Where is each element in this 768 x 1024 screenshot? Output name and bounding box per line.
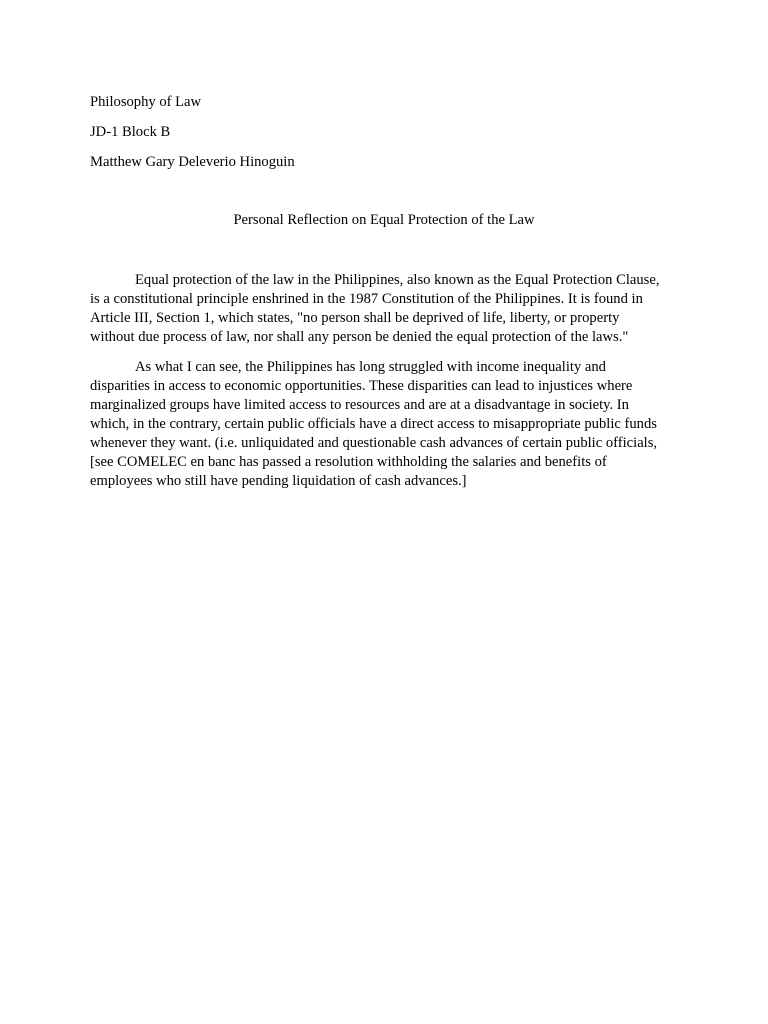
paragraph-line: disparities in access to economic opportunities. These disparities can lead to injustices where: [90, 378, 633, 394]
course-name: Philosophy of Law: [90, 94, 202, 110]
paragraph-line: marginalized groups have limited access to resources and are at a disadvantage in society. In: [90, 397, 629, 413]
paragraph-line: which, in the contrary, certain public officials have a direct access to misappropriate public funds: [90, 416, 657, 432]
paragraph-line: As what I can see, the Philippines has long struggled with income inequality and: [135, 359, 606, 375]
document-title: Personal Reflection on Equal Protection of the Law: [233, 212, 535, 228]
paragraph-1: [90, 271, 680, 347]
paragraph-line: Article III, Section 1, which states, "no person shall be deprived of life, liberty, or property: [90, 310, 620, 326]
paragraph-line: employees who still have pending liquidation of cash advances.]: [90, 473, 467, 489]
paragraph-2: [90, 358, 680, 491]
paragraph-line: is a constitutional principle enshrined in the 1987 Constitution of the Philippines. It is found in: [90, 291, 643, 307]
paragraph-line: whenever they want. (i.e. unliquidated and questionable cash advances of certain public officials,: [90, 435, 658, 451]
paragraph-line: Equal protection of the law in the Philippines, also known as the Equal Protection Clause,: [135, 272, 660, 288]
paragraph-line: [see COMELEC en banc has passed a resolution withholding the salaries and benefits of: [90, 454, 607, 470]
paragraph-line: without due process of law, nor shall any person be denied the equal protection of the laws.": [90, 329, 629, 345]
author-name: Matthew Gary Deleverio Hinoguin: [90, 154, 295, 170]
class-section: JD-1 Block B: [90, 124, 171, 140]
